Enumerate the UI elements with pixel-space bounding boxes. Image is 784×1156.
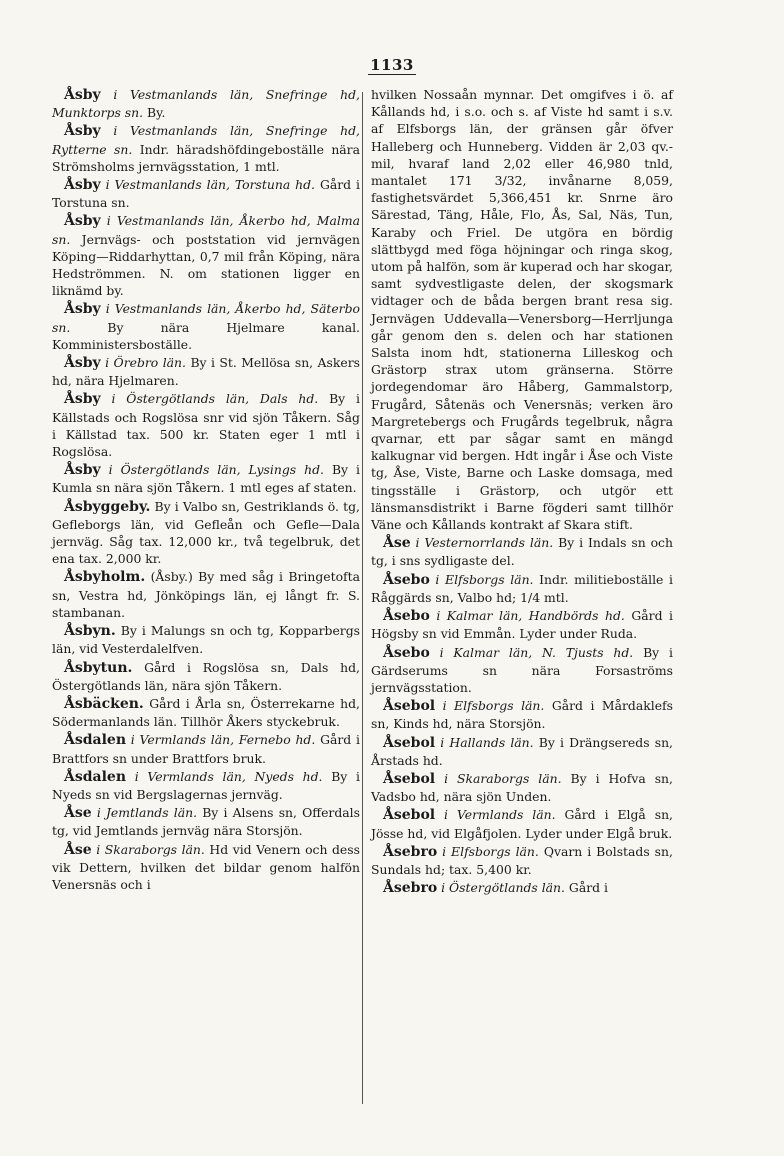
entry-text: Gård i Torstuna sn. bbox=[52, 177, 360, 211]
entry-location: i Vermlands län, Fernebo hd. bbox=[130, 732, 316, 748]
continued-entry-text: hvilken Nossaån mynnar. Det omgifves i ö. af Kållands hd, i s.o. och s. af Viste hd samt i s.v. af Elfsborgs län, der gränsen går öfver Halleberg och Hunneberg. Vidden är 2,03 qv.-mil, hvaraf land 2,02 eller 46,980 tnld, mantalet 171 3/32, invånarne 8,059, fastighetsvärdet 5,366,451 kr. Snrne äro Särestad, Täng, Håle, Flo, Ås, Sal, Näs, Tun, Karaby och Friel. De utgöra en bördig slättbygd med föga höjningar och ringa skog, utom på halfön, som är kuperad och har skogar, samt sydvestligaste delen, der skogsmark vidtager och de båda bergen brant resa sig. Jernvägen Uddevalla—Venersborg—Herrljunga går genom den s. delen och har stationen Salsta inom hdt, stationerna Lilleskog och Grästorp strax utom gränserna. Större jordegendomar äro Håberg, Gammalstorp, Frugård, Såtenäs och Venersnäs; verken äro Margretebergs och Frugårds tegelbruk, några qvarnar, ett par sågar samt en mängd kalkugnar vid bergen. Hdt ingår i Åse och Viste tg, Åse, Viste, Barne och Laske domsaga, med tingsställe i Grästorp, och utgör ett länsmansdistrikt i Barne fögderi samt tillhör Väne och Kållands kontrakt af Skara stift. bbox=[371, 87, 673, 533]
entry-location: i Elfsborgs län. bbox=[442, 843, 539, 859]
entry-text: By i Drängsereds sn, Årstads hd. bbox=[371, 734, 673, 768]
entry-text: By i Malungs sn och tg, Kopparbergs län, vid Vesterdalelfven. bbox=[52, 623, 360, 657]
entry-headword: Åsby bbox=[64, 391, 101, 408]
entry-text: By. bbox=[146, 105, 166, 121]
entry-text: Gård i Rogslösa sn, Dals hd, Östergötlands län, nära sjön Tåkern. bbox=[52, 659, 360, 693]
left-column bbox=[52, 86, 360, 894]
dictionary-entry bbox=[371, 843, 673, 878]
dictionary-entry bbox=[371, 734, 673, 769]
entry-headword: Åsby bbox=[64, 123, 101, 140]
entry-location: i Vestmanlands län, Åkerbo hd, Säterbo sn. bbox=[52, 301, 360, 335]
entry-headword: Åsebol bbox=[383, 698, 436, 715]
entry-location: i Östergötlands län. bbox=[441, 880, 565, 896]
entry-headword: Åse bbox=[64, 805, 92, 822]
entry-location: i Vestmanlands län, Snefringe hd, Rytterne sn. bbox=[52, 123, 360, 157]
dictionary-entry bbox=[371, 879, 673, 897]
entry-headword: Åsby bbox=[64, 213, 101, 230]
entry-location: i Vestmanlands län, Snefringe hd, Munktorps sn. bbox=[52, 87, 360, 121]
entry-headword: Åsbytun. bbox=[64, 659, 133, 676]
dictionary-entry bbox=[52, 731, 360, 766]
entry-text: Indr. militieboställe i Råggärds sn, Valbo hd; 1/4 mtl. bbox=[371, 571, 673, 605]
dictionary-entry bbox=[52, 804, 360, 839]
entry-text: (Åsby.) By med såg i Bringetofta sn, Vestra hd, Jönköpings län, ej långt fr. S. stambanan. bbox=[52, 569, 360, 620]
entry-text: By i Valbo sn, Gestriklands ö. tg, Gefleborgs län, vid Gefleån och Gefle—Dala jernväg. Såg tax. 12,000 kr., två tegelbruk, det ena tax. 2,000 kr. bbox=[52, 498, 360, 567]
entry-location: i Skaraborgs län. bbox=[96, 841, 205, 857]
entry-text: By i Gärdserums sn nära Forsaströms jernvägsstation. bbox=[371, 644, 673, 695]
entry-headword: Åsby bbox=[64, 355, 101, 372]
entry-headword: Åsby bbox=[64, 177, 101, 194]
entry-headword: Åsebol bbox=[383, 734, 436, 751]
entry-headword: Åsbyggeby. bbox=[64, 498, 151, 515]
entry-headword: Åsdalen bbox=[64, 732, 127, 749]
dictionary-entry bbox=[52, 768, 360, 803]
entry-location: i Jemtlands län. bbox=[96, 805, 198, 821]
entry-location: i Vesternorrlands län. bbox=[415, 535, 554, 551]
dictionary-entry bbox=[52, 461, 360, 496]
entry-headword: Åsby bbox=[64, 301, 101, 318]
right-column bbox=[371, 86, 673, 898]
entry-headword: Åsdalen bbox=[64, 768, 127, 785]
entry-location: i Vestmanlands län, Torstuna hd. bbox=[105, 177, 315, 193]
entry-location: i Vestmanlands län, Åkerbo hd, Malma sn. bbox=[52, 213, 360, 247]
entry-headword: Åse bbox=[383, 535, 411, 552]
entry-headword: Åse bbox=[64, 841, 92, 858]
entry-text: Gård i Högsby sn vid Emmån. Lyder under Ruda. bbox=[371, 608, 673, 642]
entry-text: Jernvägs- och poststation vid jernvägen Köping—Riddarhyttan, 0,7 mil från Köping, nära Hedströmmen. N. om stationen ligger en liknämd by. bbox=[52, 231, 360, 299]
entry-text: By i Kumla sn nära sjön Tåkern. 1 mtl eges af staten. bbox=[52, 462, 360, 496]
entry-text: By i St. Mellösa sn, Askers hd, nära Hjelmaren. bbox=[52, 355, 360, 389]
dictionary-entry bbox=[52, 659, 360, 694]
entry-headword: Åsebol bbox=[383, 770, 436, 787]
entry-location: i Kalmar län, N. Tjusts hd. bbox=[439, 644, 634, 660]
entry-location: i Vermlands län. bbox=[444, 807, 556, 823]
dictionary-entry bbox=[52, 568, 360, 621]
dictionary-entry bbox=[371, 806, 673, 841]
entry-headword: Åsebol bbox=[383, 807, 436, 824]
dictionary-entry bbox=[52, 695, 360, 730]
entry-text: Hd vid Venern och dess vik Dettern, hvilken det bildar genom halfön Venersnäs och i bbox=[52, 841, 360, 892]
dictionary-entry bbox=[52, 841, 360, 894]
dictionary-entry bbox=[52, 354, 360, 389]
entry-text: Gård i Brattfors sn under Brattfors bruk. bbox=[52, 732, 360, 766]
entry-text: By i Alsens sn, Offerdals tg, vid Jemtlands jernväg nära Storsjön. bbox=[52, 805, 360, 839]
entry-text: Indr. häradshöfdingeboställe nära Strömsholms jernvägsstation, 1 mtl. bbox=[52, 141, 360, 174]
dictionary-entry bbox=[371, 697, 673, 732]
column-divider bbox=[362, 92, 363, 1104]
dictionary-entry bbox=[52, 300, 360, 353]
entry-text: Gård i Elgå sn, Jösse hd, vid Elgåfjolen. Lyder under Elgå bruk. bbox=[371, 807, 673, 841]
dictionary-entry bbox=[52, 86, 360, 121]
entry-location: i Östergötlands län, Dals hd. bbox=[111, 391, 319, 407]
entry-headword: Åsebo bbox=[383, 644, 430, 661]
entry-location: i Östergötlands län, Lysings hd. bbox=[108, 462, 324, 478]
page-number: 1133 bbox=[370, 56, 414, 74]
entry-text: By i Källstads och Rogslösa snr vid sjön Tåkern. Såg i Källstad tax. 500 kr. Staten eger 1 mtl i Rogslösa. bbox=[52, 391, 360, 460]
entry-text: Gård i Mårdaklefs sn, Kinds hd, nära Storsjön. bbox=[371, 698, 673, 732]
entry-headword: Åsebro bbox=[383, 843, 438, 860]
dictionary-entry bbox=[371, 607, 673, 642]
entry-headword: Åsby bbox=[64, 87, 101, 103]
entry-location: i Kalmar län, Handbörds hd. bbox=[436, 608, 625, 624]
entry-location: i Vermlands län, Nyeds hd. bbox=[134, 768, 323, 784]
entry-text: By i Hofva sn, Vadsbo hd, nära sjön Unden. bbox=[371, 770, 673, 805]
entry-headword: Åsebro bbox=[383, 880, 438, 897]
dictionary-entry bbox=[52, 622, 360, 657]
entry-text: By nära Hjelmare kanal. Komministersboställe. bbox=[52, 319, 360, 352]
entry-text: Qvarn i Bolstads sn, Sundals hd; tax. 5,400 kr. bbox=[371, 843, 673, 877]
dictionary-entry bbox=[371, 571, 673, 606]
entry-location: i Örebro län. bbox=[105, 355, 186, 371]
entry-text: By i Nyeds sn vid Bergslagernas jernväg. bbox=[52, 768, 360, 802]
entry-headword: Åsebo bbox=[383, 571, 430, 588]
entry-headword: Åsbyn. bbox=[64, 623, 116, 640]
entry-headword: Åsebo bbox=[383, 608, 430, 625]
entry-text: By i Indals sn och tg, i sns sydligaste del. bbox=[371, 535, 673, 569]
dictionary-entry bbox=[52, 498, 360, 568]
dictionary-entry bbox=[52, 176, 360, 211]
dictionary-entry bbox=[371, 534, 673, 569]
entry-location: i Elfsborgs län. bbox=[442, 698, 545, 714]
dictionary-entry bbox=[371, 770, 673, 805]
dictionary-entry bbox=[52, 390, 360, 460]
entry-location: i Skaraborgs län. bbox=[444, 770, 562, 786]
entry-text: Gård i bbox=[568, 880, 608, 896]
dictionary-entry bbox=[52, 212, 360, 299]
dictionary-entry bbox=[52, 122, 360, 175]
entry-headword: Åsby bbox=[64, 462, 101, 479]
entry-text: Gård i Årla sn, Österrekarne hd, Södermanlands län. Tillhör Åkers styckebruk. bbox=[52, 695, 360, 730]
entry-location: i Elfsborgs län. bbox=[435, 571, 534, 587]
entry-headword: Åsbyholm. bbox=[64, 569, 146, 586]
entry-location: i Hallands län. bbox=[440, 734, 534, 750]
dictionary-entry bbox=[371, 644, 673, 697]
entry-headword: Åsbäcken. bbox=[64, 695, 144, 712]
